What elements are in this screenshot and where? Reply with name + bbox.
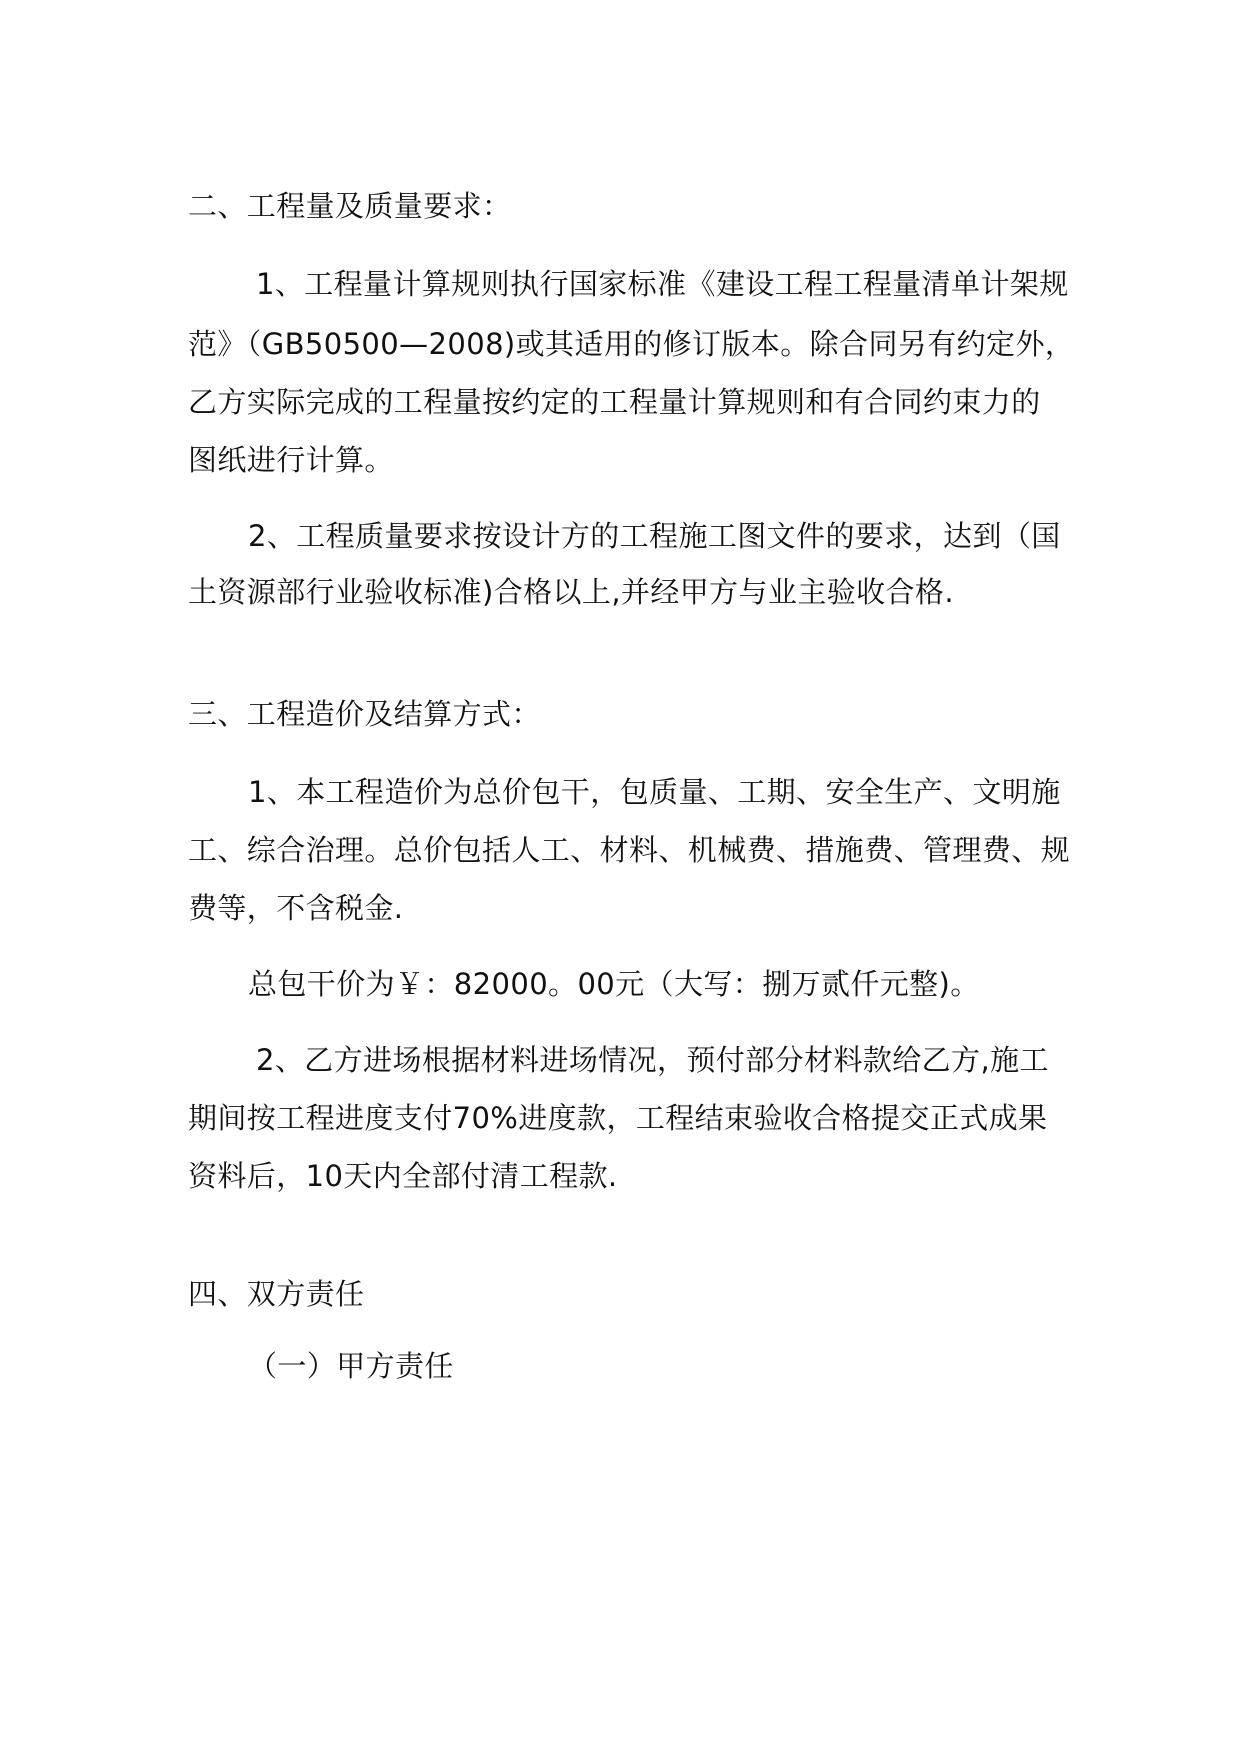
section-3-item-1-line-1: 1、本工程造价为总价包干，包质量、工期、安全生产、文明施 (248, 775, 1061, 809)
section-2-heading: 二、工程量及质量要求： (188, 189, 512, 223)
section-3-item-2-line-3: 资料后，10天内全部付清工程款. (188, 1159, 618, 1193)
price-line: 总包干价为￥：82000。00元（大写：捌万贰仟元整)。 (248, 967, 980, 1001)
section-2-item-1-line-2: 范》（GB50500—2008)或其适用的修订版本。除合同另有约定外， (188, 327, 1075, 361)
section-3-item-1-line-2: 工、综合治理。总价包括人工、材料、机械费、措施费、管理费、规 (188, 833, 1071, 867)
section-3-item-2-line-1: 2、乙方进场根据材料进场情况，预付部分材料款给乙方,施工 (256, 1043, 1049, 1077)
section-2-item-1-line-1: 1、工程量计算规则执行国家标准《建设工程工程量清单计架规 (256, 267, 1069, 301)
section-3-heading: 三、工程造价及结算方式： (188, 697, 541, 731)
section-3-item-2-line-2: 期间按工程进度支付70%进度款，工程结束验收合格提交正式成果 (188, 1101, 1048, 1135)
section-2-item-2-line-1: 2、工程质量要求按设计方的工程施工图文件的要求，达到（国 (248, 519, 1061, 553)
section-2-item-2-line-2: 土资源部行业验收标准)合格以上,并经甲方与业主验收合格. (188, 575, 954, 609)
section-4-subheading-party-a: （一）甲方责任 (248, 1349, 454, 1383)
section-3-item-1-line-3: 费等，不含税金. (188, 891, 404, 925)
section-2-item-1-line-3: 乙方实际完成的工程量按约定的工程量计算规则和有合同约束力的 (188, 385, 1041, 419)
section-2-item-1-line-4: 图纸进行计算。 (188, 443, 394, 477)
section-4-heading: 四、双方责任 (188, 1277, 365, 1311)
